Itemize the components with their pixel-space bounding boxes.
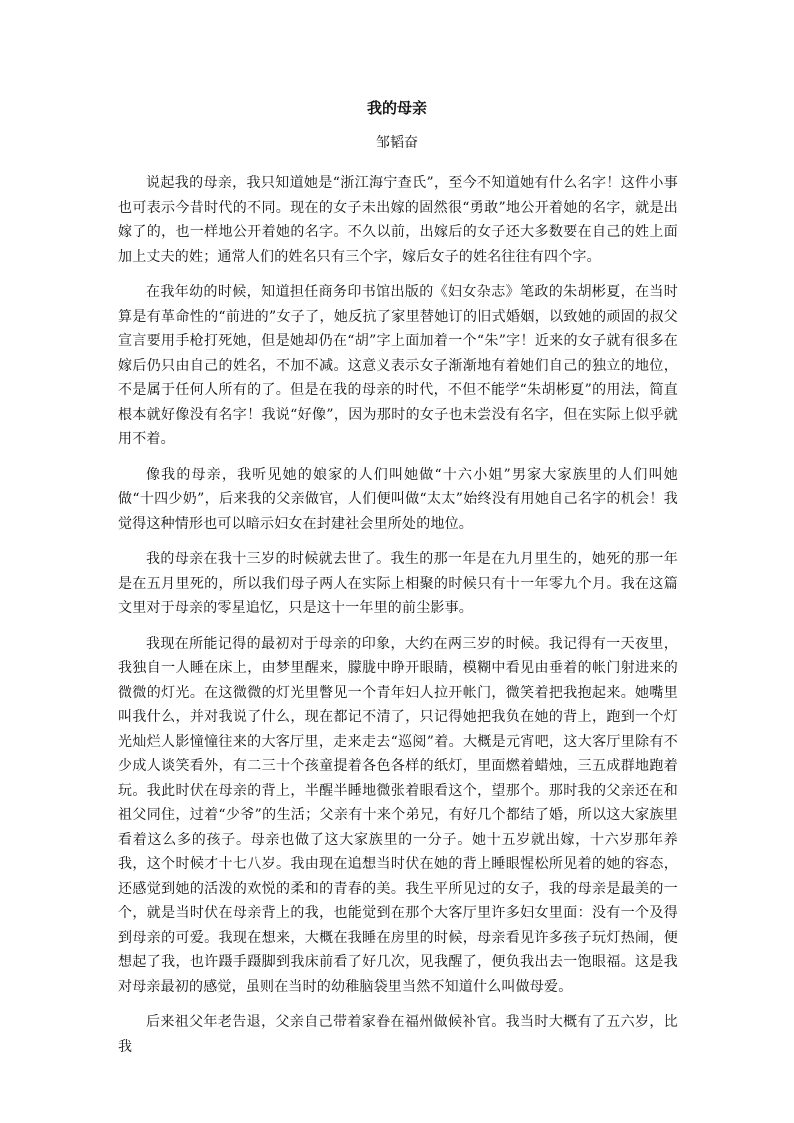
author-name: 邹韬奋 [376,135,418,151]
paragraph-1: 说起我的母亲，我只知道她是“浙江海宁查氏”，至今不知道她有什么名字！这件小事也可表示今昔时代的不同。现在的女子未出嫁的固然很“勇敢”地公开着她的名字，就是出嫁了的，也一样地公开着她的名字。不久以前，出嫁后的女子还大多数要在自己的姓上面加上丈夫的姓；通常人们的姓名只有三个字，嫁后女子的姓名往往有四个字。 [118,175,678,265]
paragraph-4: 我的母亲在我十三岁的时候就去世了。我生的那一年是在九月里生的，她死的那一年是在五月里死的，所以我们母子两人在实际上相聚的时候只有十一年零九个月。我在这篇文里对于母亲的零星追忆，只是这十一年里的前尘影事。 [118,551,678,616]
paragraph-6: 后来祖父年老告退，父亲自己带着家眷在福州做候补官。我当时大概有了五六岁，比我 [118,1014,678,1055]
paragraph-5: 我现在所能记得的最初对于母亲的印象，大约在两三岁的时候。我记得有一天夜里，我独自一人睡在床上，由梦里醒来，朦胧中睁开眼睛，模糊中看见由垂着的帐门射进来的微微的灯光。在这微微的灯光里瞥见一个青年妇人拉开帐门，微笑着把我抱起来。她嘴里叫我什么，并对我说了什么，现在都记不清了，只记得她把我负在她的背上，跑到一个灯光灿烂人影憧憧往来的大客厅里，走来走去“巡阅”着。大概是元宵吧，这大客厅里除有不少成人谈笑看外，有二三十个孩童提着各色各样的纸灯，里面燃着蜡烛，三五成群地跑着玩。我此时伏在母亲的背上，半醒半睡地微张着眼看这个，望那个。那时我的父亲还在和祖父同住，过着“少爷”的生活；父亲有十来个弟兄，有好几个都结了婚，所以这大家族里看着这么多的孩子。母亲也做了这大家族里的一分子。她十五岁就出嫁，十六岁那年养我，这个时候才十七八岁。我由现在追想当时伏在她的背上睡眼惺松所见着的她的容态，还感觉到她的活泼的欢悦的柔和的青春的美。我生平所见过的女子，我的母亲是最美的一个，就是当时伏在母亲背上的我，也能觉到在那个大客厅里许多妇女里面：没有一个及得到母亲的可爱。我现在想来，大概在我睡在房里的时候，母亲看见许多孩子玩灯热闹，便想起了我，也许蹑手蹑脚到我床前看了好几次，见我醒了，便负我出去一饱眼福。这是我对母亲最初的感觉，虽则在当时的幼稚脑袋里当然不知道什么叫做母爱。 [118,635,678,995]
document-title: 我的母亲 [366,99,427,117]
article-body [118,171,678,1070]
paragraph-2: 在我年幼的时候，知道担任商务印书馆出版的《妇女杂志》笔政的朱胡彬夏，在当时算是有革命性的“前进的”女子了，她反抗了家里替她订的旧式婚姻，以致她的顽固的叔父宣言要用手枪打死她，但是她却仍在“胡”字上面加着一个“朱”字！近来的女子就有很多在嫁后仍只由自己的姓名，不加不减。这意义表示女子渐渐地有着她们自己的独立的地位，不是属于任何人所有的了。但是在我的母亲的时代，不但不能学“朱胡彬夏”的用法，简直根本就好像没有名字！我说“好像”，因为那时的女子也未尝没有名字，但在实际上似乎就用不着。 [118,284,678,447]
paragraph-3: 像我的母亲，我听见她的娘家的人们叫她做“十六小姐”男家大家族里的人们叫她做“十四少奶”，后来我的父亲做官，人们便叫做“太太”始终没有用她自己名字的机会！我觉得这种情形也可以暗示妇女在封建社会里所处的地位。 [118,466,678,532]
